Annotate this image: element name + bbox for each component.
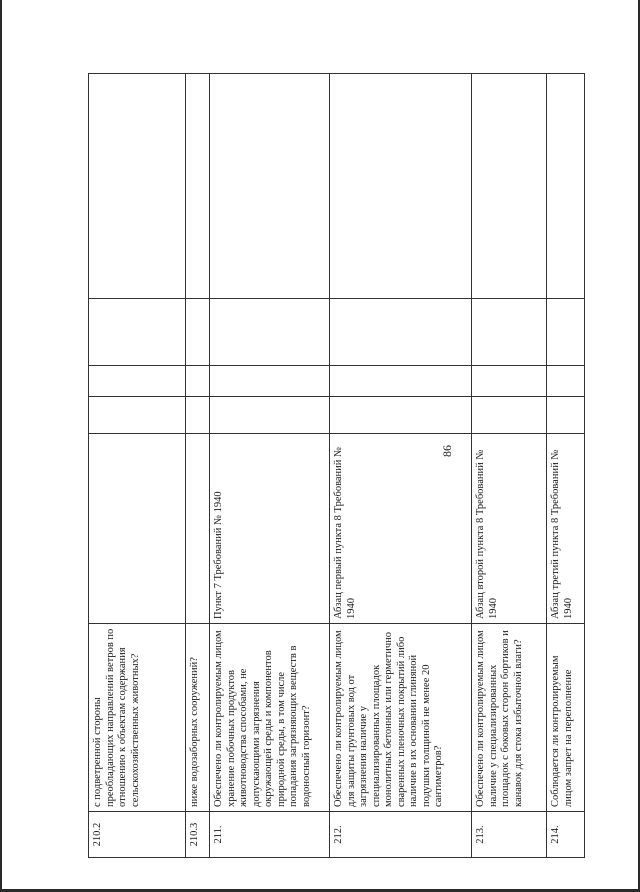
answer-yes-cell (210, 397, 330, 434)
answer-yes-cell (186, 397, 210, 434)
note-cell (330, 74, 472, 299)
row-number: 214. (547, 812, 585, 858)
question-cell: Обеспечено ли контролируемым лицом хранение побочных продуктов животноводства способами, не допускающими загрязнения окружающей среды и компонентов природной среды, в том числе попадания загрязняющих веществ в водоносный горизонт? (210, 624, 330, 812)
answer-na-cell (186, 299, 210, 366)
question-cell: Обеспечено ли контролируемым лицом наличие у специализированных площадок с боковых сторон бортиков и канавок для стока избыточной влаги? (472, 624, 547, 812)
question-cell: ниже водозаборных сооружений? (186, 624, 210, 812)
table-row (186, 74, 210, 858)
reference-cell (89, 434, 186, 624)
row-number: 210.2 (89, 812, 186, 858)
scan-left-edge (0, 0, 2, 892)
requirements-table (88, 73, 585, 858)
reference-cell: Абзац второй пункта 8 Требований № 1940 (472, 434, 547, 624)
answer-no-cell (547, 366, 585, 397)
answer-no-cell (210, 366, 330, 397)
table-row (89, 74, 186, 858)
note-cell (186, 74, 210, 299)
answer-yes-cell (330, 397, 472, 434)
table-row (547, 74, 585, 858)
row-number: 211. (210, 812, 330, 858)
answer-yes-cell (89, 397, 186, 434)
question-cell: Соблюдается ли контролируемым лицом запрет на переполнение (547, 624, 585, 812)
question-cell: с подветренной стороны преобладающих направлений ветров по отношению к объектам содержания сельскохозяйственных животных? (89, 624, 186, 812)
row-number: 213. (472, 812, 547, 858)
table-row (330, 74, 472, 858)
reference-cell (186, 434, 210, 624)
answer-na-cell (547, 299, 585, 366)
answer-no-cell (472, 366, 547, 397)
answer-na-cell (89, 299, 186, 366)
answer-no-cell (330, 366, 472, 397)
row-number: 210.3 (186, 812, 210, 858)
table-row (472, 74, 547, 858)
reference-cell: Абзац третий пункта 8 Требований № 1940 (547, 434, 585, 624)
note-cell (547, 74, 585, 299)
table-row (210, 74, 330, 858)
answer-no-cell (186, 366, 210, 397)
question-cell: Обеспечено ли контролируемым лицом для защиты грунтовых вод от загрязнения наличие у специализированных площадок монолитных бетонных или герметично сваренных пленочных покрытий либо наличие в их основании глиняной подушки толщиной не менее 20 сантиметров? (330, 624, 472, 812)
rotated-table-container (88, 74, 584, 858)
answer-na-cell (210, 299, 330, 366)
note-cell (472, 74, 547, 299)
reference-cell: Абзац первый пункта 8 Требований № 1940 (330, 434, 472, 624)
note-cell (89, 74, 186, 299)
reference-cell: Пункт 7 Требований № 1940 (210, 434, 330, 624)
note-cell (210, 74, 330, 299)
answer-na-cell (330, 299, 472, 366)
page-number: 86 (440, 445, 454, 457)
answer-yes-cell (547, 397, 585, 434)
answer-no-cell (89, 366, 186, 397)
answer-yes-cell (472, 397, 547, 434)
row-number: 212. (330, 812, 472, 858)
answer-na-cell (472, 299, 547, 366)
